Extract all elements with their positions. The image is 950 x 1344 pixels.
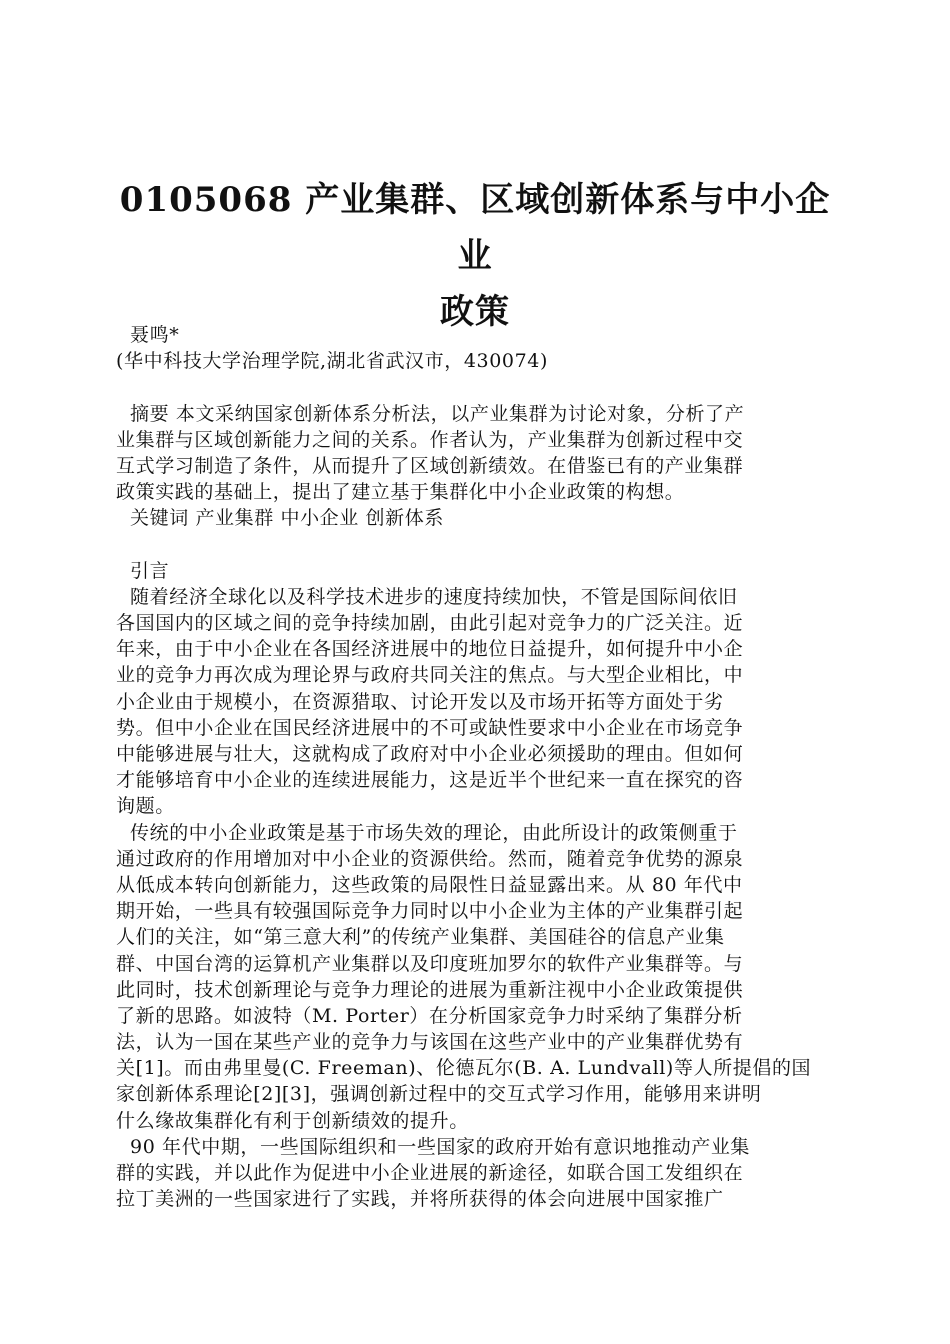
author: 聂鸣* (130, 324, 180, 346)
paragraph-line: 90 年代中期，一些国际组织和一些国家的政府开始有意识地推动产业集 (130, 1135, 751, 1158)
paragraph-line: 群的实践，并以此作为促进中小企业进展的新途径，如联合国工发组织在 (116, 1162, 744, 1184)
paragraph-line: 传统的中小企业政策是基于市场失效的理论，由此所设计的政策侧重于 (130, 821, 738, 844)
paragraph-line: 各国国内的区域之间的竞争持续加剧，由此引起对竞争力的广泛关注。近 (116, 612, 744, 635)
paragraph-line: 拉丁美洲的一些国家进行了实践，并将所获得的体会向进展中国家推广 (116, 1188, 724, 1211)
paragraph-line: 才能够培育中小企业的连续进展能力，这是近半个世纪来一直在探究的咨 (116, 769, 744, 792)
paragraph-line: 从低成本转向创新能力，这些政策的局限性日益显露出来。从 80 年代中 (116, 873, 743, 896)
paragraph-1 (116, 584, 840, 820)
paragraph-2 (116, 820, 840, 1134)
title-line-2: 政策 (440, 292, 510, 332)
paragraph-line: 势。但中小企业在国民经济进展中的不可或缺性要求中小企业在市场竞争 (116, 716, 744, 739)
paragraph-line: 年来，由于中小企业在各国经济进展中的地位日益提升，如何提升中小企 (116, 638, 744, 661)
paragraph-line: 家创新体系理论[2][3]，强调创新过程中的交互式学习作用，能够用来讲明 (116, 1083, 762, 1106)
abstract-line: 业集群与区域创新能力之间的关系。作者认为，产业集群为创新过程中交 (116, 428, 744, 451)
intro-heading: 引言 (130, 559, 170, 582)
document-body (116, 322, 840, 1212)
paragraph-line: 通过政府的作用增加对中小企业的资源供给。然而，随着竞争优势的源泉 (116, 847, 744, 870)
title-line-1: 0105068 产业集群、区域创新体系与中小企业 (119, 180, 831, 276)
abstract-line: 互式学习制造了条件，从而提升了区域创新绩效。在借鉴已有的产业集群 (116, 454, 744, 477)
abstract-line: 政策实践的基础上，提出了建立基于集群化中小企业政策的构想。 (116, 481, 685, 504)
paragraph-line: 小企业由于规模小，在资源猎取、讨论开发以及市场开拓等方面处于劣 (116, 690, 724, 713)
paragraph-line: 此同时，技术创新理论与竞争力理论的进展为重新注视中小企业政策提供 (116, 978, 744, 1001)
abstract (116, 401, 840, 506)
spacer (116, 532, 840, 558)
spacer (116, 374, 840, 400)
paragraph-line: 期开始，一些具有较强国际竞争力同时以中小企业为主体的产业集群引起 (116, 900, 744, 923)
keywords: 关键词 产业集群 中小企业 创新体系 (130, 507, 444, 530)
paragraph-line: 关[1]。而由弗里曼(C. Freeman)、伦德瓦尔(B. A. Lundvall)等人所提倡的国 (116, 1057, 812, 1080)
paragraph-line: 询题。 (116, 795, 175, 818)
paragraph-line: 随着经济全球化以及科学技术进步的速度持续加快，不管是国际间依旧 (130, 585, 738, 608)
paragraph-line: 群、中国台湾的运算机产业集群以及印度班加罗尔的软件产业集群等。与 (116, 952, 744, 975)
paragraph-line: 业的竞争力再次成为理论界与政府共同关注的焦点。与大型企业相比，中 (116, 664, 744, 687)
paragraph-line: 人们的关注，如“第三意大利”的传统产业集群、美国硅谷的信息产业集 (116, 926, 725, 949)
paragraph-3 (116, 1134, 840, 1213)
document-title (110, 172, 840, 340)
paragraph-line: 法，认为一国在某些产业的竞争力与该国在这些产业中的产业集群优势有 (116, 1031, 744, 1054)
abstract-line: 摘要 本文采纳国家创新体系分析法，以产业集群为讨论对象，分析了产 (130, 402, 745, 425)
affiliation: (华中科技大学治理学院,湖北省武汉市，430074) (116, 350, 548, 373)
paragraph-line: 中能够进展与壮大，这就构成了政府对中小企业必须援助的理由。但如何 (116, 743, 744, 765)
paragraph-line: 了新的思路。如波特（M. Porter）在分析国家竞争力时采纳了集群分析 (116, 1004, 743, 1027)
paragraph-line: 什么缘故集群化有利于创新绩效的提升。 (116, 1109, 469, 1132)
